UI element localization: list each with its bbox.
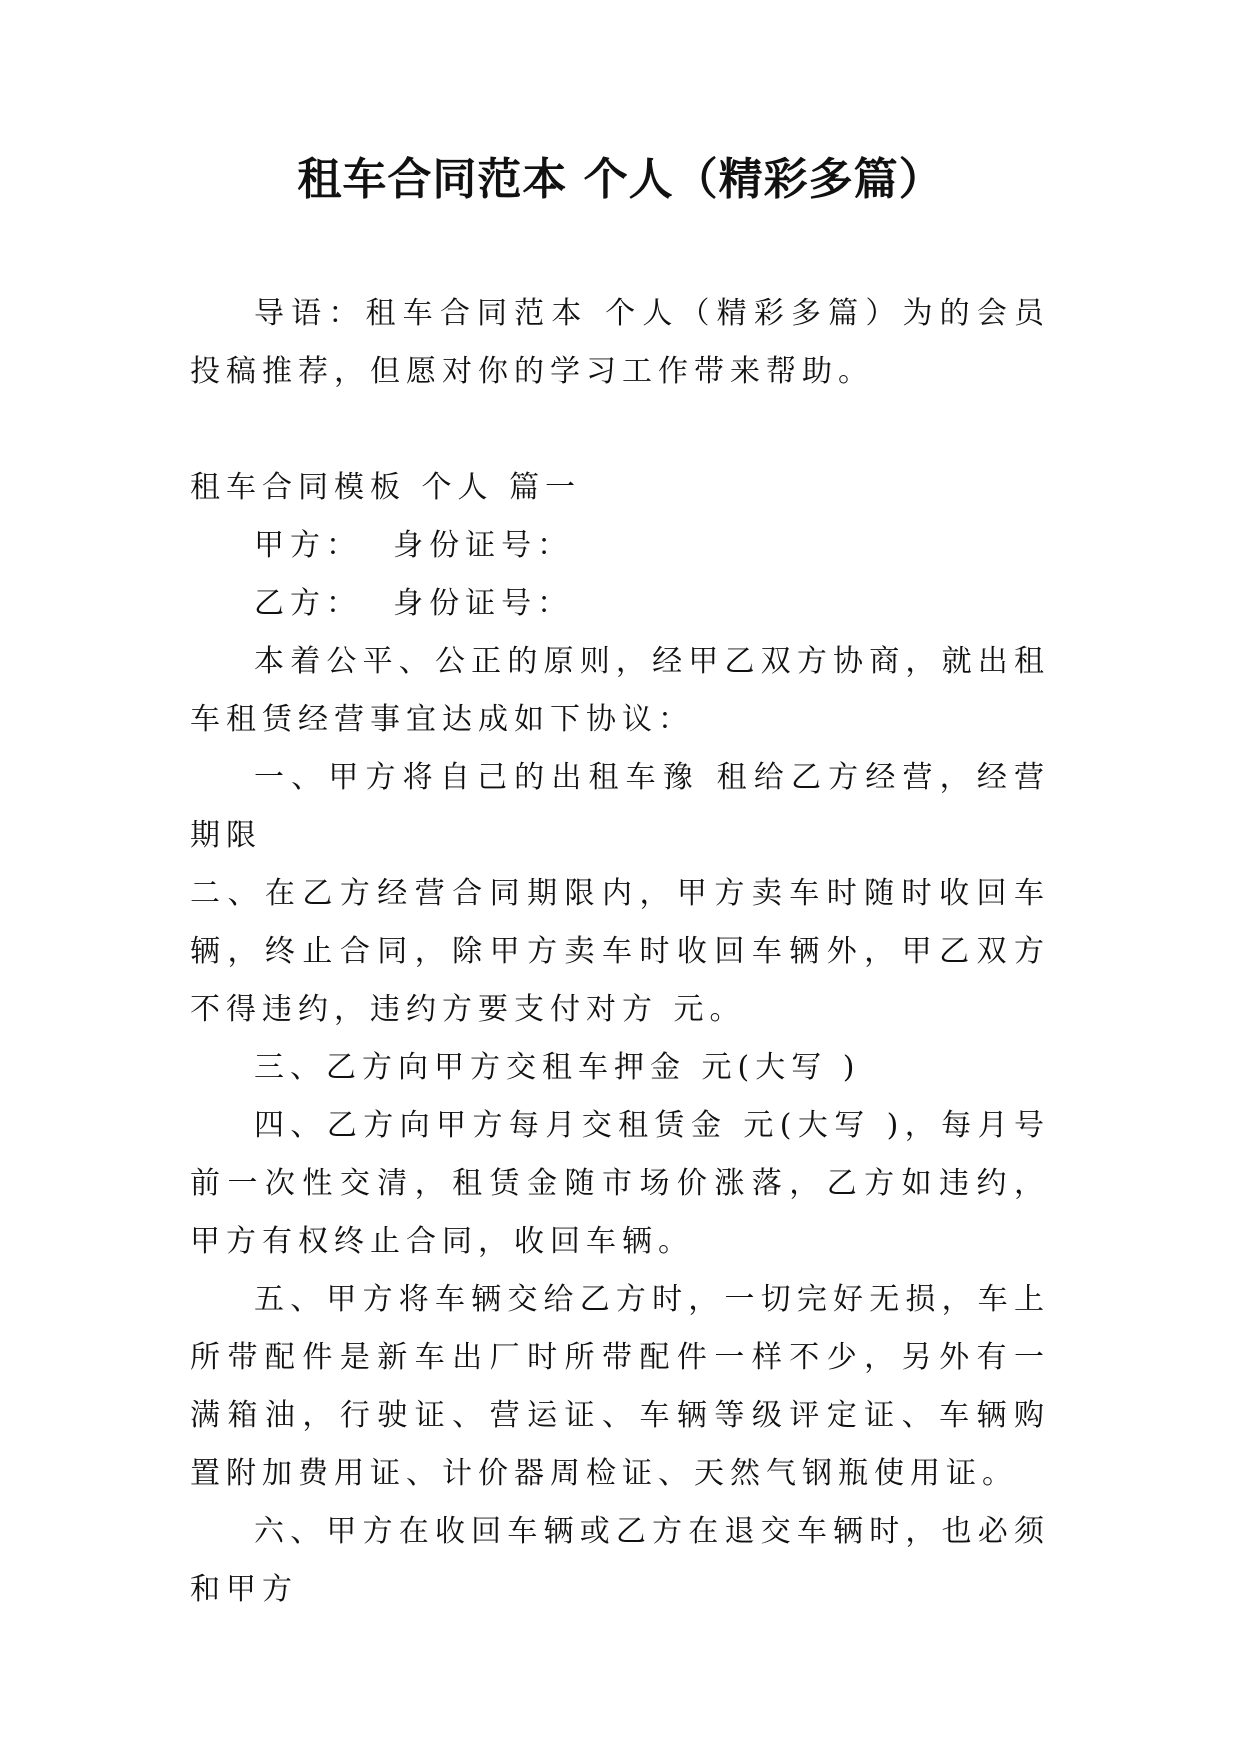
party-a-line: 甲方： 身份证号： bbox=[254, 528, 574, 563]
clause-6: 六、甲方在收回车辆或乙方在退交车辆时，也必须和甲方 bbox=[190, 1514, 1050, 1607]
paragraph-gap bbox=[190, 401, 1050, 459]
document-body bbox=[190, 285, 1050, 1619]
clause-5: 五、甲方将车辆交给乙方时，一切完好无损，车上所带配件是新车出厂时所带配件一样不少，另外有一满箱油，行驶证、营运证、车辆等级评定证、车辆购置附加费用证、计价器周检证、天然气钢瓶使用证。 bbox=[190, 1282, 1050, 1491]
clause-1: 一、甲方将自己的出租车豫 租给乙方经营，经营期限 bbox=[190, 760, 1050, 853]
clause-4: 四、乙方向甲方每月交租赁金 元(大写 )，每月号前一次性交清，租赁金随市场价涨落，乙方如违约，甲方有权终止合同，收回车辆。 bbox=[190, 1108, 1050, 1259]
intro-paragraph: 导语：租车合同范本 个人（精彩多篇）为的会员投稿推荐，但愿对你的学习工作带来帮助。 bbox=[190, 296, 1050, 389]
clause-3: 三、乙方向甲方交租车押金 元(大写 ) bbox=[254, 1050, 861, 1085]
section-heading: 租车合同模板 个人 篇一 bbox=[190, 470, 582, 505]
party-b-line: 乙方： 身份证号： bbox=[254, 586, 574, 621]
document-title: 租车合同范本 个人（精彩多篇） bbox=[297, 154, 944, 205]
preamble-paragraph: 本着公平、公正的原则，经甲乙双方协商，就出租车租赁经营事宜达成如下协议： bbox=[190, 644, 1050, 737]
clause-2: 二、在乙方经营合同期限内，甲方卖车时随时收回车辆，终止合同，除甲方卖车时收回车辆外，甲乙双方不得违约，违约方要支付对方 元。 bbox=[190, 876, 1050, 1027]
